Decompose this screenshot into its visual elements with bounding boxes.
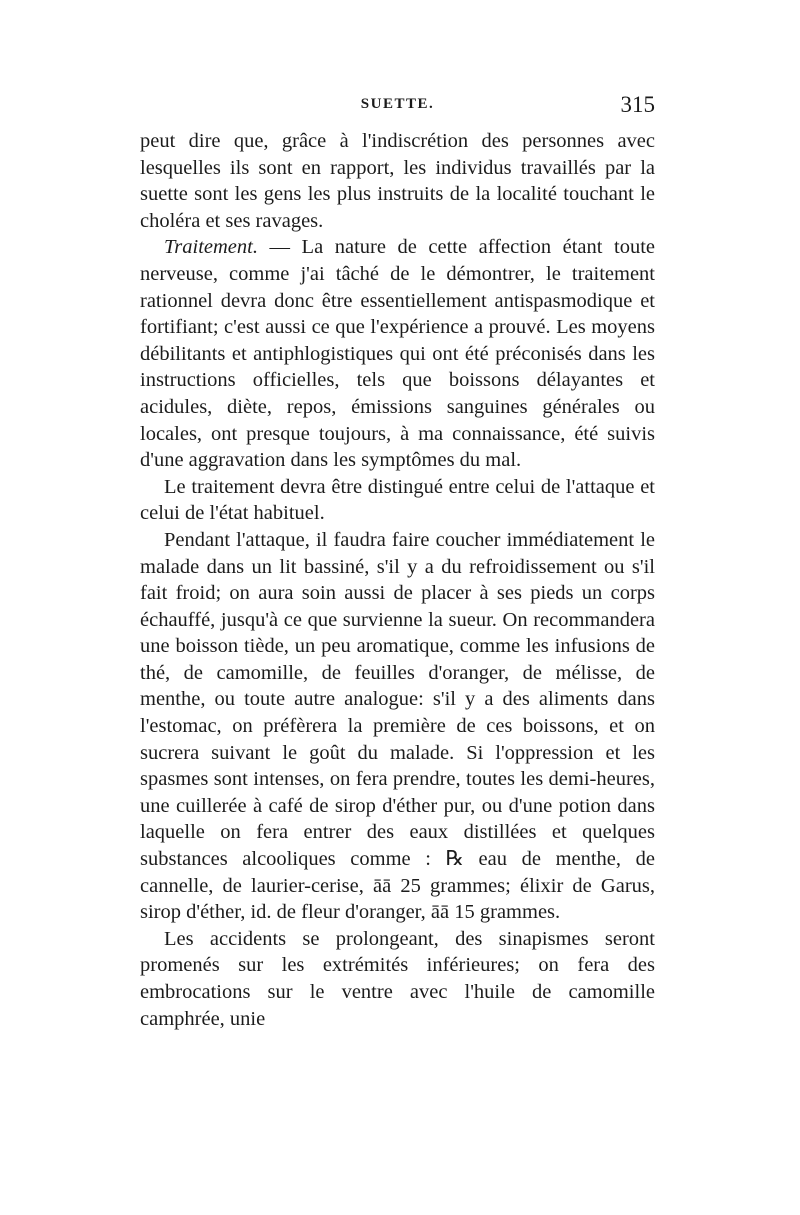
paragraph-text: Le traitement devra être distingué entre celui de l'attaque et celui de l'état habituel. [140,475,655,525]
body-text [140,128,655,1032]
paragraph-text: — La nature de cette affection étant toute nerveuse, comme j'ai tâché de le démontrer, le traitement rationnel devra donc être essentiellement antispasmodique et fortifiant; c'est aussi ce que l'expérience a prouvé. Les moyens débilitants et antiphlogistiques qui ont été préconisés dans les instructions officielles, tels que boissons délayantes et acidules, diète, repos, émissions sanguines générales ou locales, ont presque toujours, à ma connaissance, été suivis d'une aggravation dans les symptômes du mal. [140,236,655,472]
page-header [140,92,655,126]
paragraph-accidents [140,926,655,1032]
paragraph-distinction [140,474,655,527]
running-head: SUETTE. [360,96,435,112]
paragraph-text: Pendant l'attaque, il faudra faire coucher immédiatement le malade dans un lit bassiné, s'il y a du refroidissement ou s'il fait froid; on aura soin aussi de placer à ses pieds un corps échauffé, jusqu'à ce que survienne la sueur. On recommandera une boisson tiède, un peu aromatique, comme les infusions de thé, de camomille, de feuilles d'oranger, de mélisse, de menthe, ou toute autre analogue: s'il y a des aliments dans l'estomac, on préfèrera la première de ces boissons, et on sucrera suivant le goût du malade. Si l'oppression et les spasmes sont intenses, on fera prendre, toutes les demi-heures, une cuillerée à café de sirop d'éther pur, ou d'une potion dans laquelle on fera entrer des eaux distillées et quelques substances alcooliques comme : ℞ eau de menthe, de cannelle, de laurier-cerise, āā 25 grammes; élixir de Garus, sirop d'éther, id. de fleur d'oranger, āā 15 grammes. [140,528,655,924]
paragraph-continuation [140,128,655,234]
paragraph-attaque [140,527,655,926]
paragraph-text: peut dire que, grâce à l'indiscrétion des personnes avec lesquelles ils sont en rapport, les individus travaillés par la suette sont les gens les plus instruits de la localité touchant le choléra et ses ravages. [140,130,655,232]
paragraph-traitement [140,234,655,473]
page-number: 315 [620,92,655,117]
paragraph-text: Les accidents se prolongeant, des sinapismes seront promenés sur les extrémités inférieures; on fera des embrocations sur le ventre avec l'huile de camomille camphrée, unie [140,927,655,1030]
section-lead-traitement: Traitement. [164,236,258,259]
